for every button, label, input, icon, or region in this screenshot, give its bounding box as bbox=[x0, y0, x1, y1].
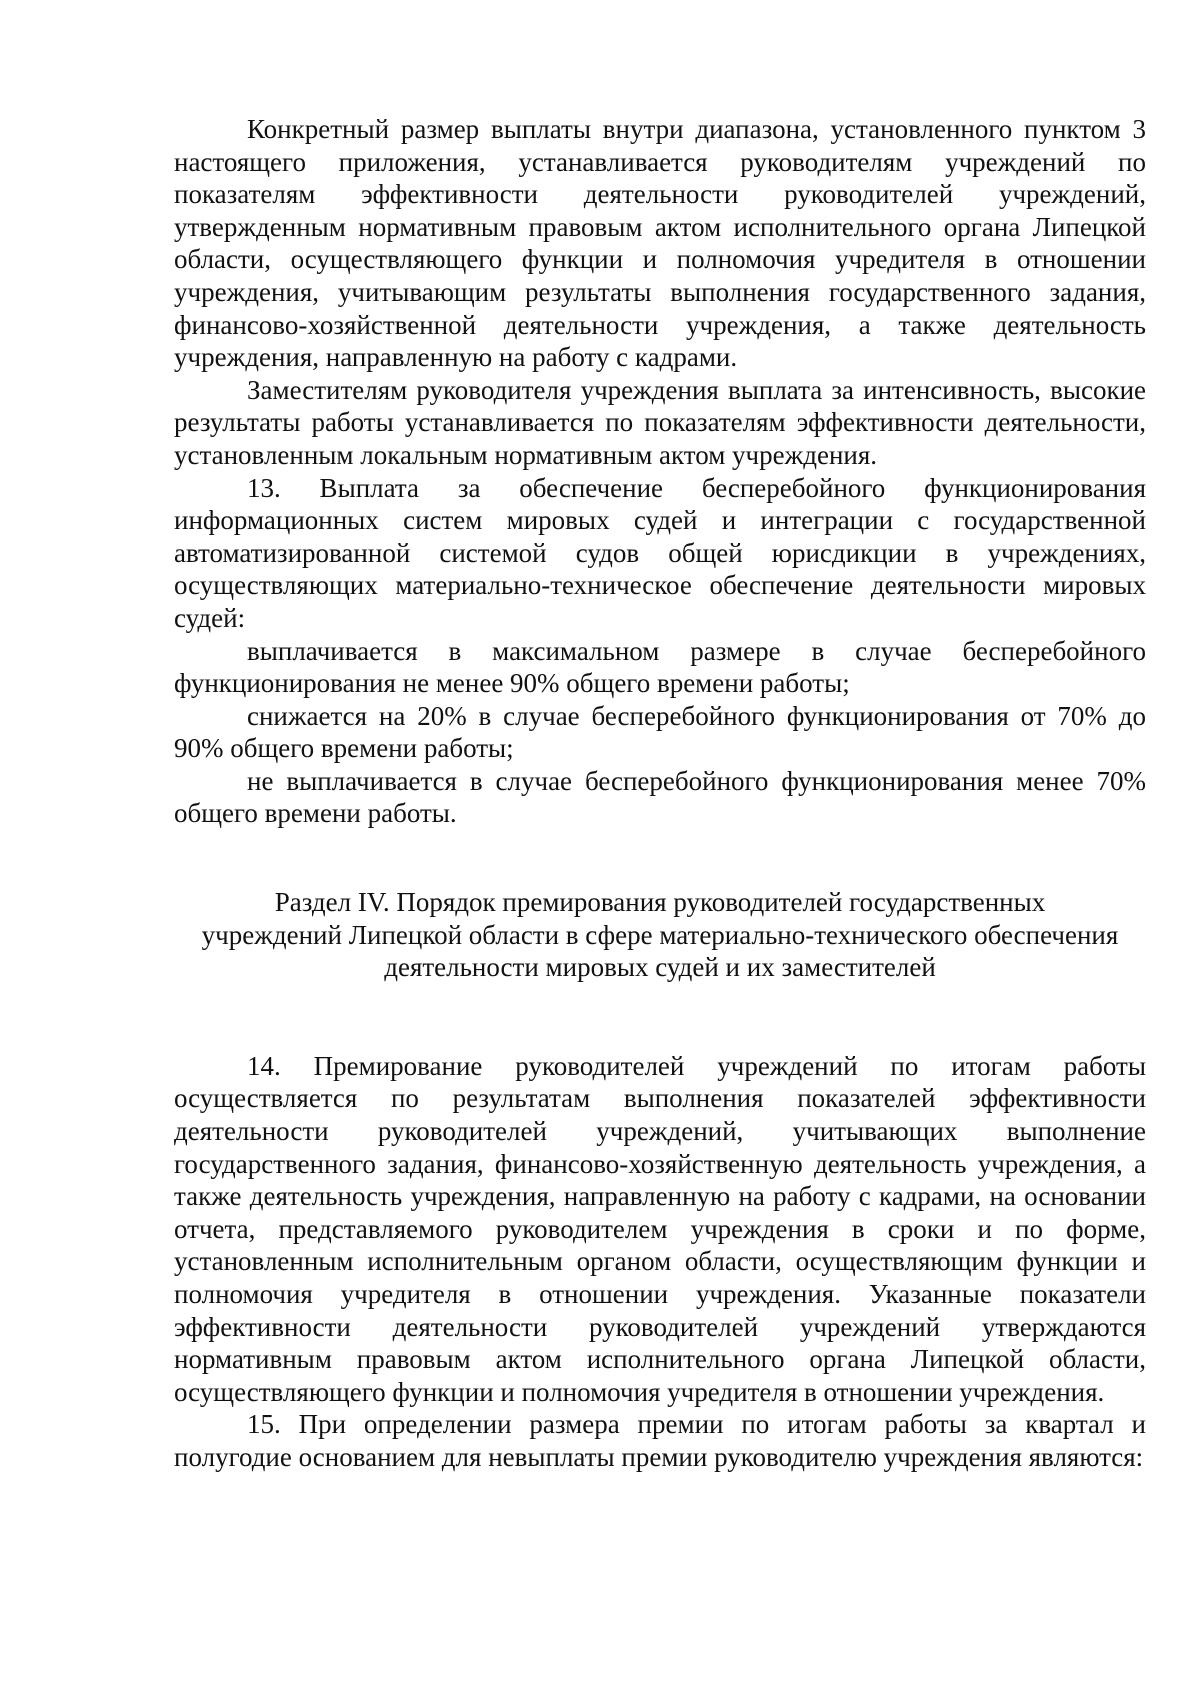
paragraph-payment-amount: Конкретный размер выплаты внутри диапазона, установленного пунктом 3 настоящего приложения, устанавливается руководителям учреждений по показателям эффективности деятельности руководителей учреждений, утвержденным нормативным правовым актом исполнительного органа Липецкой области, осуществляющего функции и полномочия учредителя в отношении учреждения, учитывающим результаты выполнения государственного задания, финансово-хозяйственной деятельности учреждения, а также деятельность учреждения, направленную на работу с кадрами. bbox=[174, 114, 1146, 373]
document-page bbox=[174, 113, 1146, 1474]
section-heading-line: учреждений Липецкой области в сфере материально-технического обеспечения bbox=[201, 919, 1119, 950]
paragraph-max-payment: выплачивается в максимальном размере в случае бесперебойного функционирования не менее 90% общего времени работы; bbox=[174, 635, 1146, 699]
section-heading-line: деятельности мировых судей и их заместителей bbox=[384, 952, 936, 983]
paragraph-item-14: 14. Премирование руководителей учреждений по итогам работы осуществляется по результатам выполнения показателей эффективности деятельности руководителей учреждений, учитывающих выполнение государственного задания, финансово-хозяйственную деятельность учреждения, а также деятельность учреждения, направленную на работу с кадрами, на основании отчета, представляемого руководителем учреждения в сроки и по форме, установленным исполнительным органом области, осуществляющим функции и полномочия учредителя в отношении учреждения. Указанные показатели эффективности деятельности руководителей учреждений утверждаются нормативным правовым актом исполнительного органа Липецкой области, осуществляющего функции и полномочия учредителя в отношении учреждения. bbox=[174, 1050, 1146, 1407]
paragraph-reduced-payment: снижается на 20% в случае бесперебойного функционирования от 70% до 90% общего времени работы; bbox=[174, 700, 1146, 764]
paragraph-deputies-payment: Заместителям руководителя учреждения выплата за интенсивность, высокие результаты работы устанавливается по показателям эффективности деятельности, установленным локальным нормативным актом учреждения. bbox=[174, 374, 1146, 470]
paragraph-item-13: 13. Выплата за обеспечение бесперебойного функционирования информационных систем мировых судей и интеграции с государственной автоматизированной системой судов общей юрисдикции в учреждениях, осуществляющих материально-техническое обеспечение деятельности мировых судей: bbox=[174, 472, 1146, 633]
section-heading bbox=[174, 886, 1146, 984]
section-heading-line: Раздел IV. Порядок премирования руководителей государственных bbox=[274, 887, 1046, 918]
paragraph-item-15: 15. При определении размера премии по итогам работы за квартал и полугодие основанием для невыплаты премии руководителю учреждения являются: bbox=[174, 1409, 1146, 1472]
paragraph-no-payment: не выплачивается в случае бесперебойного функционирования менее 70% общего времени работы. bbox=[174, 765, 1146, 829]
